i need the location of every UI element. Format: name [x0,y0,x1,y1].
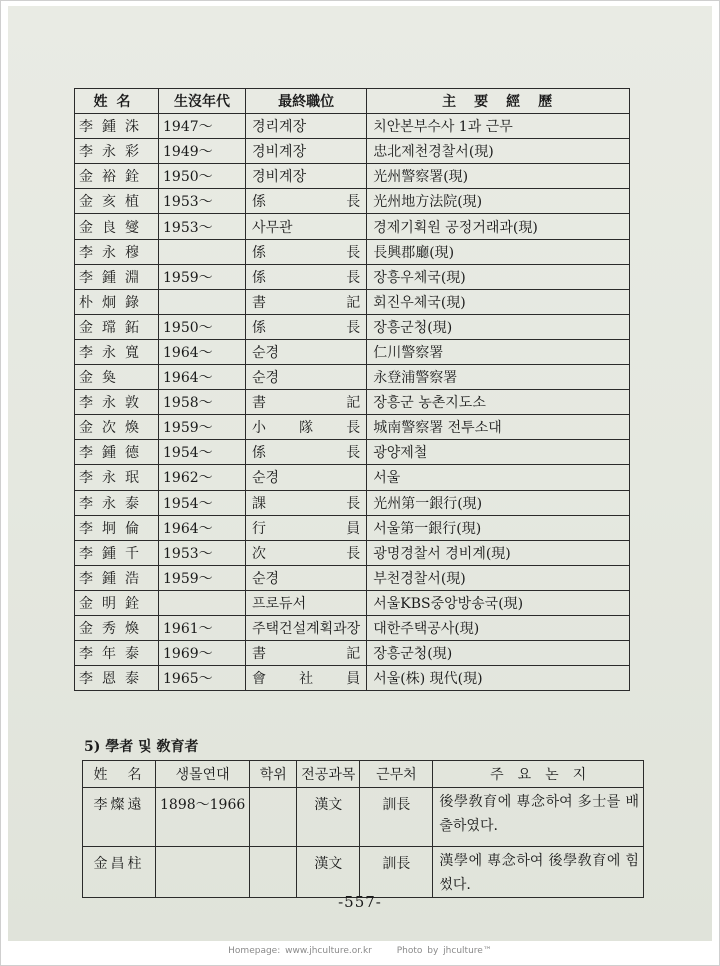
person-years [159,590,246,615]
person-career: 長興郡廳(現) [367,239,630,264]
header-summary: 주 요 논 지 [433,761,644,788]
person-name: 金良燮 [75,214,159,239]
table-row [75,339,630,364]
photo-credit-footer [0,946,720,956]
table-row [75,515,630,540]
scholar-summary: 後學敎育에 專念하여 多士를 배출하였다. [433,788,644,847]
header-workplace: 근무처 [360,761,433,788]
table-row [75,415,630,440]
person-name: 李恩泰 [75,666,159,691]
table-row [75,540,630,565]
person-name: 李永泰 [75,490,159,515]
person-years: 1964～ [159,365,246,390]
person-position: 會社員 [246,666,367,691]
person-name: 李坰倫 [75,515,159,540]
person-career: 永登浦警察署 [367,365,630,390]
person-position: 경비계장 [246,139,367,164]
person-years: 1947～ [159,114,246,139]
scholars-table-header [83,761,644,788]
person-position: 係長 [246,440,367,465]
person-career: 장흥우체국(現) [367,264,630,289]
person-position: 경비계장 [246,164,367,189]
person-career: 光州警察署(現) [367,164,630,189]
person-name: 李鍾德 [75,440,159,465]
person-years: 1953～ [159,540,246,565]
table-row [75,590,630,615]
person-position: 小隊長 [246,415,367,440]
person-position: 係長 [246,239,367,264]
person-position: 書記 [246,289,367,314]
person-career: 광명경찰서 경비계(現) [367,540,630,565]
scholar-major: 漢文 [297,847,360,898]
person-name: 李鍾千 [75,540,159,565]
table-row [75,565,630,590]
person-years [159,289,246,314]
person-name: 李永彩 [75,139,159,164]
person-position: 순경 [246,365,367,390]
person-career: 서울(株) 現代(現) [367,666,630,691]
person-name: 李永敦 [75,390,159,415]
person-years: 1962～ [159,465,246,490]
person-years: 1964～ [159,515,246,540]
homepage-credit: Homepage: www.jhculture.or.kr [228,946,372,956]
table-row [75,440,630,465]
career-table-body [75,114,630,691]
table-row [75,114,630,139]
person-position: 書記 [246,641,367,666]
scholar-name: 李燦遠 [83,788,156,847]
person-name: 李永珉 [75,465,159,490]
scholar-summary: 漢學에 專念하여 後學敎育에 힘썼다. [433,847,644,898]
person-years: 1953～ [159,189,246,214]
person-career: 仁川警察署 [367,339,630,364]
person-career: 부천경찰서(現) [367,565,630,590]
scholar-workplace: 訓長 [360,847,433,898]
scholars-table [82,760,644,898]
person-name: 李鍾浩 [75,565,159,590]
person-career: 광양제철 [367,440,630,465]
person-position: 課長 [246,490,367,515]
person-name: 金次煥 [75,415,159,440]
person-career: 대한주택공사(現) [367,615,630,640]
person-career: 光州第一銀行(現) [367,490,630,515]
table-row [75,314,630,339]
table-row [75,465,630,490]
person-name: 李永寬 [75,339,159,364]
person-position: 경리계장 [246,114,367,139]
person-years: 1959～ [159,264,246,289]
person-years: 1961～ [159,615,246,640]
person-years: 1964～ [159,339,246,364]
table-row [75,239,630,264]
table-row [75,214,630,239]
person-years: 1969～ [159,641,246,666]
person-name: 金明銓 [75,590,159,615]
scholar-workplace: 訓長 [360,788,433,847]
person-career: 光州地方法院(現) [367,189,630,214]
scholar-degree [250,847,297,898]
header-name: 姓名 [75,89,159,114]
person-career: 忠北제천경찰서(現) [367,139,630,164]
table-row [83,847,644,898]
person-career: 경제기획원 공정거래과(現) [367,214,630,239]
person-years: 1950～ [159,164,246,189]
scholar-years [156,847,250,898]
scholar-degree [250,788,297,847]
scholar-name: 金昌柱 [83,847,156,898]
person-position: 프로듀서 [246,590,367,615]
person-career: 서울第一銀行(現) [367,515,630,540]
person-career: 치안본부수사 1과 근무 [367,114,630,139]
table-row [75,289,630,314]
career-table [74,88,630,691]
person-position: 次長 [246,540,367,565]
person-years [159,239,246,264]
header-years: 生沒年代 [159,89,246,114]
header-scholar-name: 姓 名 [83,761,156,788]
header-major: 전공과목 [297,761,360,788]
person-career: 서울 [367,465,630,490]
person-name: 金裕銓 [75,164,159,189]
table-row [75,365,630,390]
person-position: 사무관 [246,214,367,239]
person-name: 金秀煥 [75,615,159,640]
person-name: 李鍾洙 [75,114,159,139]
table-row [75,615,630,640]
person-years: 1959～ [159,565,246,590]
person-position: 係長 [246,189,367,214]
person-career: 회진우체국(現) [367,289,630,314]
person-years: 1965～ [159,666,246,691]
header-scholar-years: 생몰연대 [156,761,250,788]
person-years: 1953～ [159,214,246,239]
person-name: 李永穆 [75,239,159,264]
person-career: 장흥군청(現) [367,641,630,666]
person-years: 1959～ [159,415,246,440]
table-row [75,189,630,214]
page-number: -557- [338,893,382,911]
person-years: 1954～ [159,490,246,515]
person-years: 1958～ [159,390,246,415]
scholar-major: 漢文 [297,788,360,847]
person-position: 주택건설계획과장 [246,615,367,640]
person-name: 李鍾淵 [75,264,159,289]
person-position: 係長 [246,264,367,289]
person-name: 朴炯錄 [75,289,159,314]
photo-credit: Photo by jhculture™ [396,946,492,956]
header-career: 主 要 經 歷 [367,89,630,114]
person-years: 1954～ [159,440,246,465]
person-career: 장흥군청(現) [367,314,630,339]
table-row [75,490,630,515]
career-table-header [75,89,630,114]
header-position: 最終職位 [246,89,367,114]
person-name: 李年泰 [75,641,159,666]
person-career: 서울KBS중앙방송국(現) [367,590,630,615]
person-years: 1950～ [159,314,246,339]
person-position: 순경 [246,339,367,364]
person-position: 순경 [246,465,367,490]
table-row [75,264,630,289]
person-position: 係長 [246,314,367,339]
person-career: 城南警察署 전투소대 [367,415,630,440]
scholar-years: 1898～1966 [156,788,250,847]
person-name: 金奐 [75,365,159,390]
person-years: 1949～ [159,139,246,164]
person-position: 書記 [246,390,367,415]
table-row [75,666,630,691]
person-name: 金亥植 [75,189,159,214]
table-row [75,139,630,164]
table-row [75,164,630,189]
person-position: 行員 [246,515,367,540]
table-row [75,390,630,415]
section-title: 5) 學者 및 敎育者 [84,739,199,755]
header-degree: 학위 [250,761,297,788]
person-position: 순경 [246,565,367,590]
table-row [83,788,644,847]
person-career: 장흥군 농촌지도소 [367,390,630,415]
person-name: 金瑺鉐 [75,314,159,339]
table-row [75,641,630,666]
